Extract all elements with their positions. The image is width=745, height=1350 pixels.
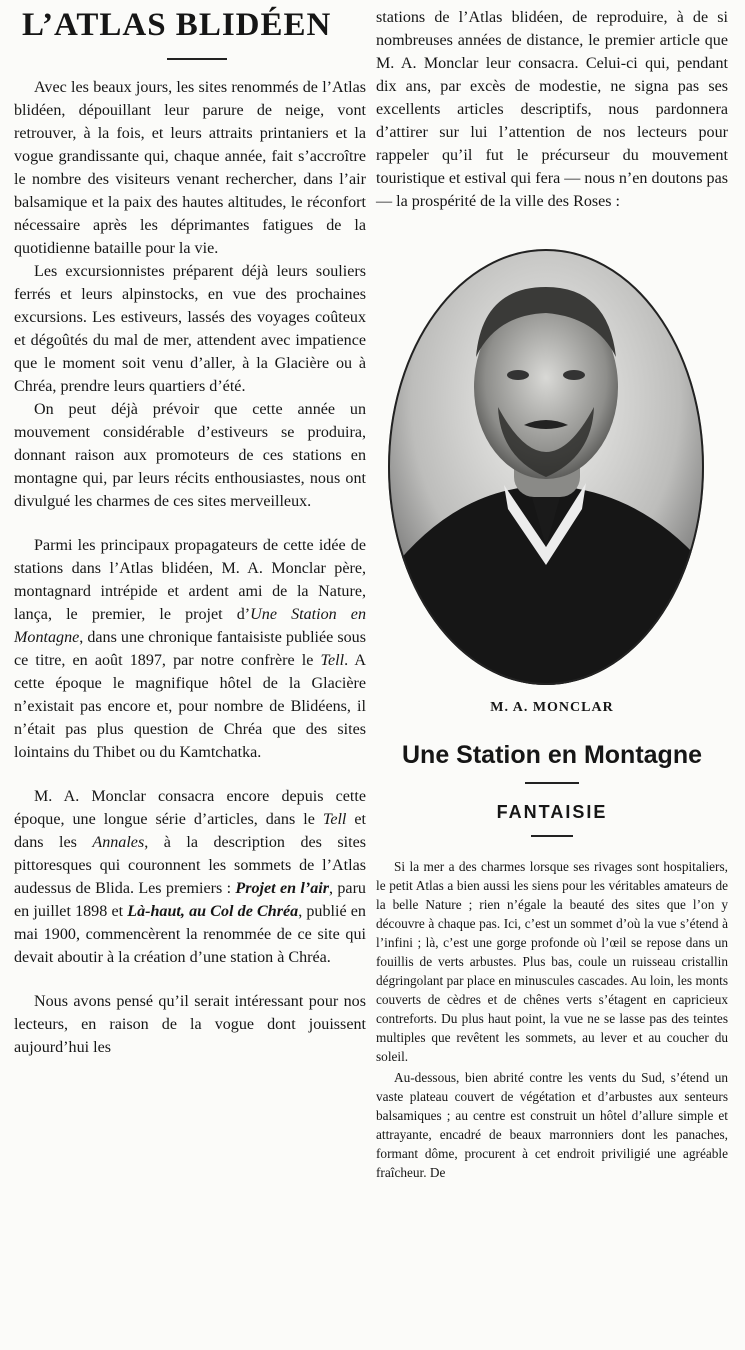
page-title: L’ATLAS BLIDÉEN (22, 7, 332, 43)
kicker-rule (531, 835, 573, 837)
paragraph-excursionists: Les excursionnistes préparent déjà leurs souliers ferrés et leurs alpinstocks, en vue des prochaines excursions. Les estiveurs, lassés des voyages coûteux et dégoûtés du mal de mer, attendent avec impatience que le moment soit venu d’aller, à la Glacière ou à Chréa, prendre leurs quartiers d’été. (14, 263, 366, 395)
paragraph-articles: M. A. Monclar consacra encore depuis cette époque, une longue série d’articles, dans le Tell et dans les Annales, à la description des sites pittoresques qui couronnent les sommets de l’Atlas audessus de Blida. Les premiers : Projet en l’air, paru en juillet 1898 et Là-haut, au Col de Chréa, publié en mai 1900, commencèrent la renommée de ce site qui devait aboutir à la création d’une station à Chréa. (14, 788, 367, 966)
title-rule (167, 58, 227, 60)
paragraph-continuation: stations de l’Atlas blidéen, de reproduire, à de si nombreuses années de distance, le premier article que M. A. Monclar leur consacra. Celui-ci qui, pendant dix ans, par excès de modestie, ne signa pas ses excellents articles descriptifs, nous pardonnera d’attirer sur lui l’attention de nos lecteurs pour rappeler qu’il fut le précurseur du mouvement touristique et estival qui fera — nous n’en doutons pas — la prospérité de la ville des Roses : (376, 9, 728, 210)
left-column (14, 0, 366, 1059)
right-column (376, 0, 728, 1182)
paragraph-interest: Nous avons pensé qu’il serait intéressant pour nos lecteurs, en raison de la vogue dont jouissent aujourd’hui les (14, 993, 366, 1056)
portrait-caption: M. A. MONCLAR (490, 700, 614, 715)
paragraph-forecast: On peut déjà prévoir que cette année un mouvement considérable d’estiveurs se produira, donnant raison aux promoteurs de ces stations en montagne qui, par leurs récits enthousiastes, nous ont divulgué les charmes de ces sites merveilleux. (14, 401, 366, 510)
article-title: Une Station en Montagne (402, 741, 702, 769)
article-title-rule (525, 782, 579, 784)
article-kicker: FANTAISIE (496, 802, 608, 822)
article-paragraph-1: Si la mer a des charmes lorsque ses rivages sont hospitaliers, le petit Atlas a bien aussi les siens pour les véritables amateurs de la belle Nature ; rien n’égale la beauté des sites que l’on y découvre à chaque pas. Ici, c’est un sommet d’où la vue s’étend à l’infini ; là, c’est une gorge profonde où l’œil se repose dans un fouillis de verts arbustes. Plus bas, coule un ruisseau cristallin dégringolant par place en minuscules cascades. Au loin, les monts couverts de cèdres et de chênes verts s’étagent en capricieux contreforts. Du plus haut point, la vue ne se lasse pas des teintes multiples que revêtent les sommets, au lever et au coucher du soleil. (376, 858, 728, 1064)
article-paragraph-2: Au-dessous, bien abrité contre les vents du Sud, s’étend un vaste plateau couvert de végétation et d’arbustes aux senteurs balsamiques ; au centre est construit un hôtel d’allure simple et attrayante, encadré de beaux marronniers dont les panaches, formant dôme, procurent à cet endroit priviligié une agréable fraîcheur. De (376, 1069, 728, 1180)
paragraph-propagators: Parmi les principaux propagateurs de cette idée de stations dans l’Atlas blidéen, M. A. Monclar père, montagnard intrépide et ardent ami de la Nature, lança, le premier, le projet d’Une Station en Montagne, dans une chronique fantaisiste publiée sous ce titre, en août 1897, par notre confrère le Tell. A cette époque le magnifique hôtel de la Glacière n’existait pas encore et, pour nombre de Blidéens, il n’était pas plus question de Chréa que des sites lointains du Thibet ou du Kamtchatka. (14, 537, 367, 761)
portrait-photo (386, 247, 706, 687)
paragraph-intro: Avec les beaux jours, les sites renommés de l’Atlas blidéen, dépouillant leur parure de neige, vont retrouver, à la fois, et leurs attraits printaniers et la vogue grandissante qui, chaque année, fait s’accroître le nombre des visiteurs venant rechercher, dans l’air balsamique et la paix des hautes altitudes, le réconfort nécessaire après les déprimantes fatigues de la quotidienne bataille pour la vie. (14, 79, 366, 257)
